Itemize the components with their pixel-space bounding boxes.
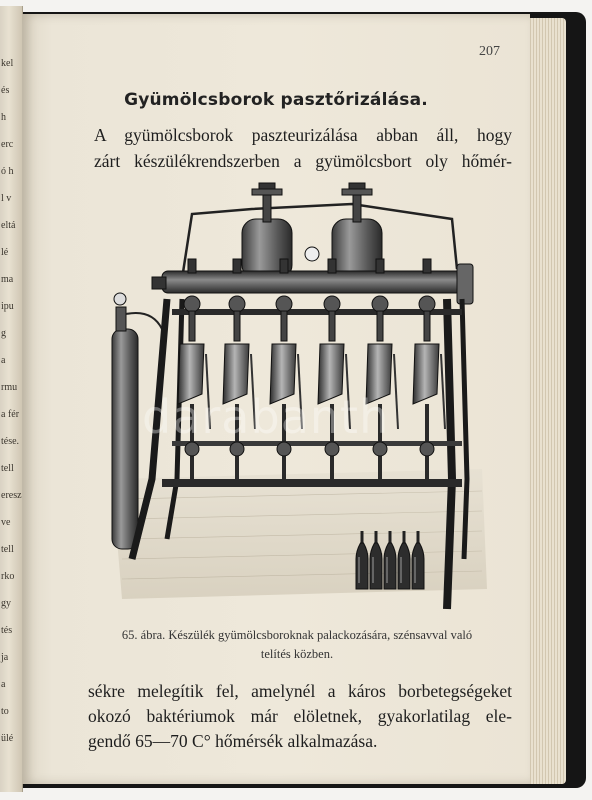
left-page-fragment: gy (1, 598, 11, 609)
left-page-fragment: g (1, 328, 6, 339)
left-page-fragment: eresz (1, 490, 22, 501)
left-page-edge (0, 6, 23, 792)
left-page-fragment: rmu (1, 382, 18, 393)
left-page-fragment: tés (1, 625, 13, 636)
body-line: okozó baktériumok már elöletnek, gyakorlatilag ele- (88, 706, 512, 726)
left-page-fragment: ó h (1, 166, 14, 177)
left-page-fragment: ipu (1, 301, 14, 312)
intro-paragraph (94, 122, 512, 174)
left-page-fragment: és (1, 85, 10, 96)
book-page (22, 14, 530, 784)
left-page-fragment: tése. (1, 436, 20, 447)
body-line: gendő 65—70 C° hőmérsék alkalmazása. (88, 731, 378, 751)
left-page-fragment: ja (1, 652, 9, 663)
left-page-fragment: ve (1, 517, 11, 528)
left-page-fragment: a (1, 355, 6, 366)
left-page-fragment: l v (1, 193, 12, 204)
left-page-fragment: a (1, 679, 6, 690)
left-page-fragment: tell (1, 544, 14, 555)
left-page-fragment: rko (1, 571, 15, 582)
left-page-fragment: ülé (1, 733, 14, 744)
caption-line: 65. ábra. Készülék gyümölcsboroknak palackozására, szénsavval való (121, 628, 473, 642)
body-line: sékre melegítik fel, amelynél a káros borbetegségeket (88, 681, 512, 701)
left-page-fragment: lé (1, 247, 9, 258)
left-page-fragment: to (1, 706, 9, 717)
caption-line: telítés közben. (260, 647, 334, 661)
intro-line: A gyümölcsborok paszteurizálása abban áll, hogy (94, 125, 512, 145)
left-page-fragment: h (1, 112, 6, 123)
body-paragraph (88, 679, 512, 754)
left-page-fragment: a fér (1, 409, 20, 420)
intro-line: zárt készülékrendszerben a gyümölcsbort oly hőmér- (94, 151, 512, 171)
left-page-fragment: kel (1, 58, 14, 69)
left-page-fragment: tell (1, 463, 14, 474)
tank-right (332, 183, 382, 279)
figure-caption (82, 626, 512, 664)
watermark: darabanth (142, 390, 390, 444)
page-number: 207 (479, 44, 500, 59)
page-title: Gyümölcsborok pasztőrizálása. (124, 90, 428, 110)
left-page-fragment: ma (1, 274, 14, 285)
left-page-fragment: eltá (1, 220, 16, 231)
left-page-fragment: erc (1, 139, 14, 150)
